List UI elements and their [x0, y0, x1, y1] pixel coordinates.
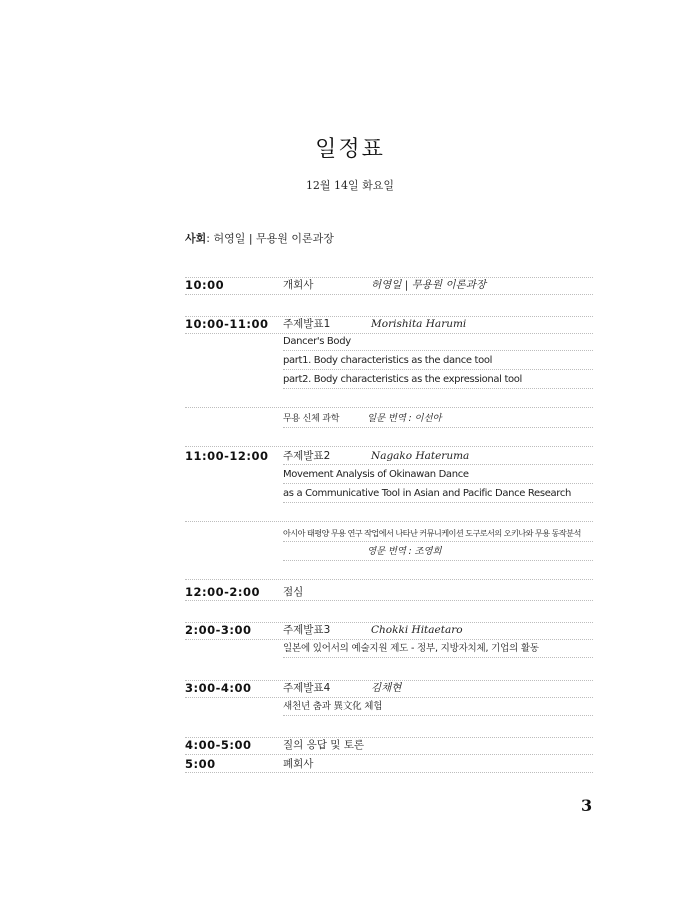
page-title: 일정표 [315, 137, 385, 162]
session-note: 아시아 태평양 무용 연구 작업에서 나타난 커뮤니케이션 도구로서의 오키나와 무용 동작분석 [283, 525, 593, 542]
time-slot: 4:00-5:00 [185, 738, 252, 752]
session-note [283, 544, 593, 561]
speaker-name: Nagako Hateruma [371, 450, 470, 462]
speaker-name: Chokki Hitaetaro [371, 624, 463, 636]
time-slot: 12:00-2:00 [185, 585, 260, 599]
session-header [283, 756, 593, 772]
time-slot: 10:00 [185, 278, 225, 292]
session-header [283, 584, 593, 600]
session-header [283, 316, 593, 332]
session-label: 개회사 [283, 279, 314, 291]
session-label: 주제발표3 [283, 624, 331, 636]
event-date: 12월 14일 화요일 [305, 179, 395, 192]
session-label: 폐회사 [283, 758, 314, 770]
session-header [283, 622, 593, 638]
session-title: Movement Analysis of Okinawan Dance [283, 467, 593, 484]
session-header [283, 277, 593, 293]
translator: 영문 번역 : 조영희 [367, 546, 442, 557]
session-title: part1. Body characteristics as the dance tool [283, 353, 593, 370]
blank-row [185, 563, 593, 580]
session-title: part2. Body characteristics as the expressional tool [283, 372, 593, 389]
blank-row [185, 391, 593, 408]
session-label: 점심 [283, 586, 304, 598]
session-label: 주제발표1 [283, 318, 331, 330]
blank-row [185, 430, 593, 447]
time-slot: 2:00-3:00 [185, 623, 252, 637]
session-header [283, 737, 593, 753]
blank-row [185, 505, 593, 522]
speaker-name: Morishita Harumi [371, 318, 467, 330]
session-title: 새천년 춤과 異文化 체험 [283, 699, 593, 716]
session-title: Dancer's Body [283, 334, 593, 351]
session-label: 질의 응답 및 토론 [283, 739, 365, 751]
session-label: 주제발표4 [283, 682, 331, 694]
session-header [283, 448, 593, 465]
time-slot: 5:00 [185, 757, 216, 771]
translator: 일문 번역 : 이선아 [367, 413, 442, 424]
session-title: 일본에 있어서의 예술지원 제도 - 정부, 지방자치체, 기업의 활동 [283, 641, 593, 658]
page-number: 3 [581, 796, 593, 815]
session-header [283, 680, 593, 696]
session-title: as a Communicative Tool in Asian and Pacific Dance Research [283, 486, 593, 503]
time-slot: 11:00-12:00 [185, 449, 269, 463]
speaker-name: 김채현 [371, 682, 402, 694]
note-title: 무용 신체 과학 [283, 414, 340, 424]
time-slot: 10:00-11:00 [185, 317, 269, 331]
session-label: 주제발표2 [283, 450, 331, 462]
speaker-name: 허영일 | 무용원 이론과장 [371, 279, 486, 291]
time-slot: 3:00-4:00 [185, 681, 252, 695]
session-note [283, 411, 593, 428]
moderator-name: : 허영일 | 무용원 이론과장 [206, 232, 334, 245]
moderator-label: 사회 [185, 232, 207, 245]
